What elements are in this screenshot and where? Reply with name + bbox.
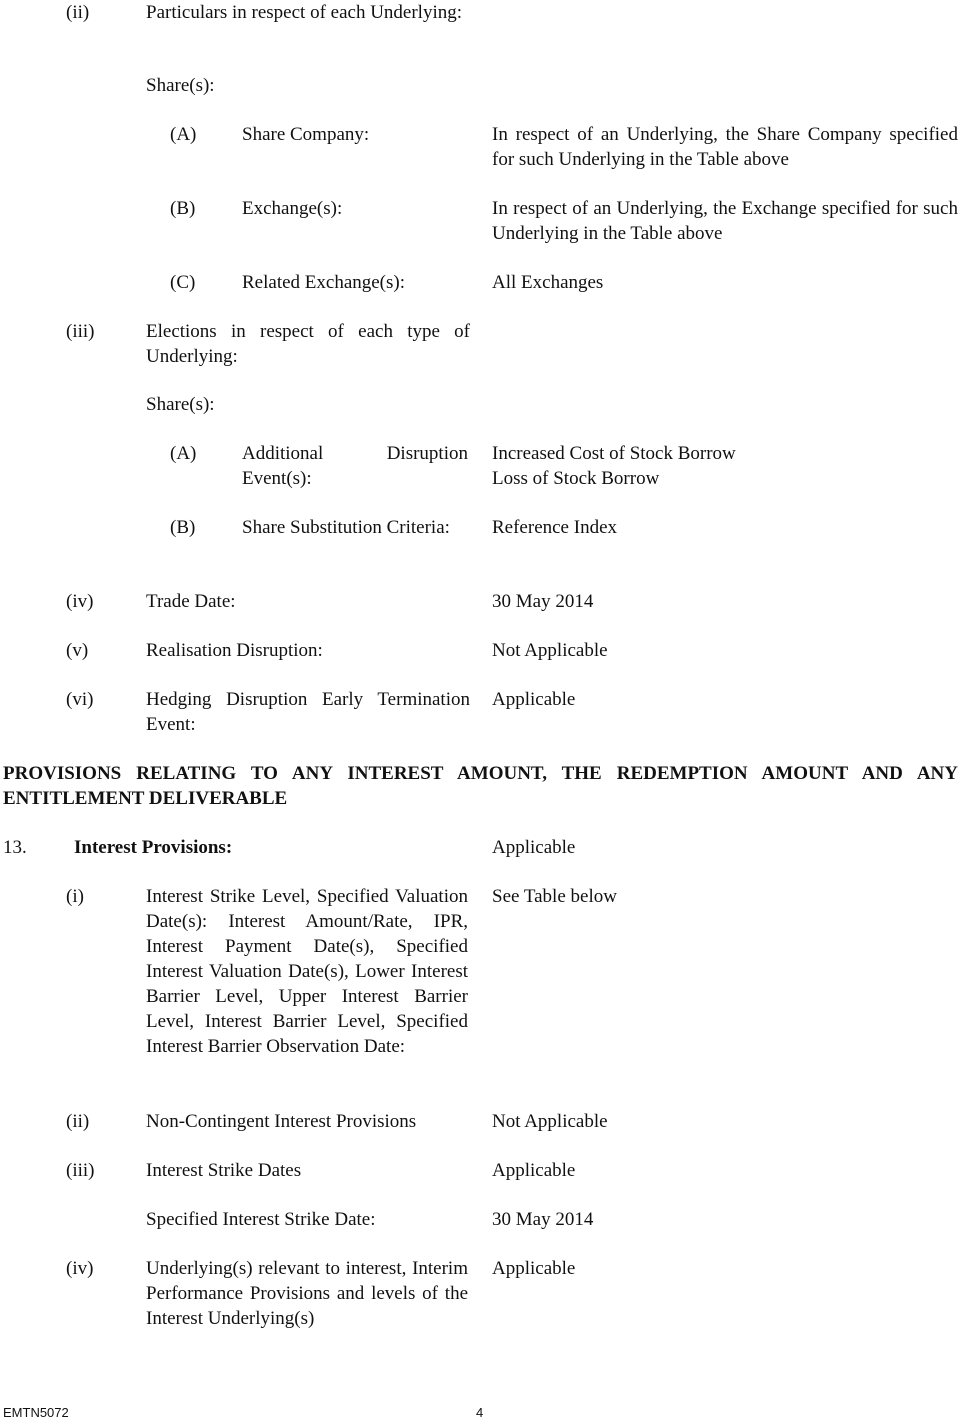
field-value: See Table below: [492, 886, 617, 907]
item-number: (iv): [66, 1258, 94, 1279]
document-code: EMTN5072: [3, 1405, 69, 1420]
item-letter: (B): [170, 198, 196, 219]
field-label: Additional Disruption Event(s):: [242, 443, 468, 489]
field-label: Interest Strike Level, Specified Valuation Date(s): Interest Amount/Rate, IPR, Interest Payment Date(s), Specified Interest Valuation Date(s), Lower Interest Barrier Level, Upper Interest Barrier Level, Interest Barrier Level, Specified Interest Barrier Observation Date:: [146, 886, 468, 1057]
page-number: 4: [476, 1405, 484, 1420]
field-label: Underlying(s) relevant to interest, Interim Performance Provisions and levels of the Interest Underlying(s): [146, 1258, 468, 1329]
field-label: Trade Date:: [146, 591, 236, 612]
field-label: Hedging Disruption Early Termination Event:: [146, 689, 470, 735]
sub-heading: Share(s):: [146, 75, 215, 96]
field-value: Applicable: [492, 689, 576, 710]
field-value: 30 May 2014: [492, 591, 594, 612]
field-label: Specified Interest Strike Date:: [146, 1209, 376, 1230]
field-label: Share Company:: [242, 124, 370, 145]
field-value: In respect of an Underlying, the Exchange specified for such Underlying in the Table above: [492, 198, 958, 244]
item-number: (ii): [66, 1111, 90, 1132]
item-number: (iii): [66, 1160, 95, 1181]
item-number: (i): [66, 886, 84, 907]
field-label: Non-Contingent Interest Provisions: [146, 1111, 417, 1132]
item-number: (vi): [66, 689, 94, 710]
field-value: Increased Cost of Stock Borrow: [492, 443, 736, 464]
item-letter: (B): [170, 517, 196, 538]
field-label: Realisation Disruption:: [146, 640, 323, 661]
field-value: Loss of Stock Borrow: [492, 468, 660, 489]
item-number: (v): [66, 640, 89, 661]
field-value: Reference Index: [492, 517, 618, 538]
section-title: Particulars in respect of each Underlying:: [146, 2, 463, 23]
field-value: 30 May 2014: [492, 1209, 594, 1230]
item-number: (ii): [66, 2, 90, 23]
field-value: Applicable: [492, 1258, 576, 1279]
field-label: Interest Strike Dates: [146, 1160, 302, 1181]
field-value: Not Applicable: [492, 1111, 608, 1132]
field-value: Applicable: [492, 837, 576, 858]
item-letter: (A): [170, 124, 197, 145]
field-label: Share Substitution Criteria:: [242, 517, 450, 538]
section-title: Elections in respect of each type of Underlying:: [146, 321, 470, 367]
sub-heading: Share(s):: [146, 394, 215, 415]
field-label: Exchange(s):: [242, 198, 343, 219]
item-number: (iv): [66, 591, 94, 612]
field-label: Related Exchange(s):: [242, 272, 406, 293]
item-letter: (A): [170, 443, 197, 464]
item-number: (iii): [66, 321, 95, 342]
field-value: In respect of an Underlying, the Share Company specified for such Underlying in the Table above: [492, 124, 958, 170]
section-number: 13.: [3, 837, 27, 858]
field-value: All Exchanges: [492, 272, 604, 293]
field-value: Not Applicable: [492, 640, 608, 661]
field-value: Applicable: [492, 1160, 576, 1181]
provisions-heading: PROVISIONS RELATING TO ANY INTEREST AMOUNT, THE REDEMPTION AMOUNT AND ANY ENTITLEMENT DELIVERABLE: [3, 763, 958, 809]
item-letter: (C): [170, 272, 196, 293]
section-title: Interest Provisions:: [74, 837, 233, 858]
